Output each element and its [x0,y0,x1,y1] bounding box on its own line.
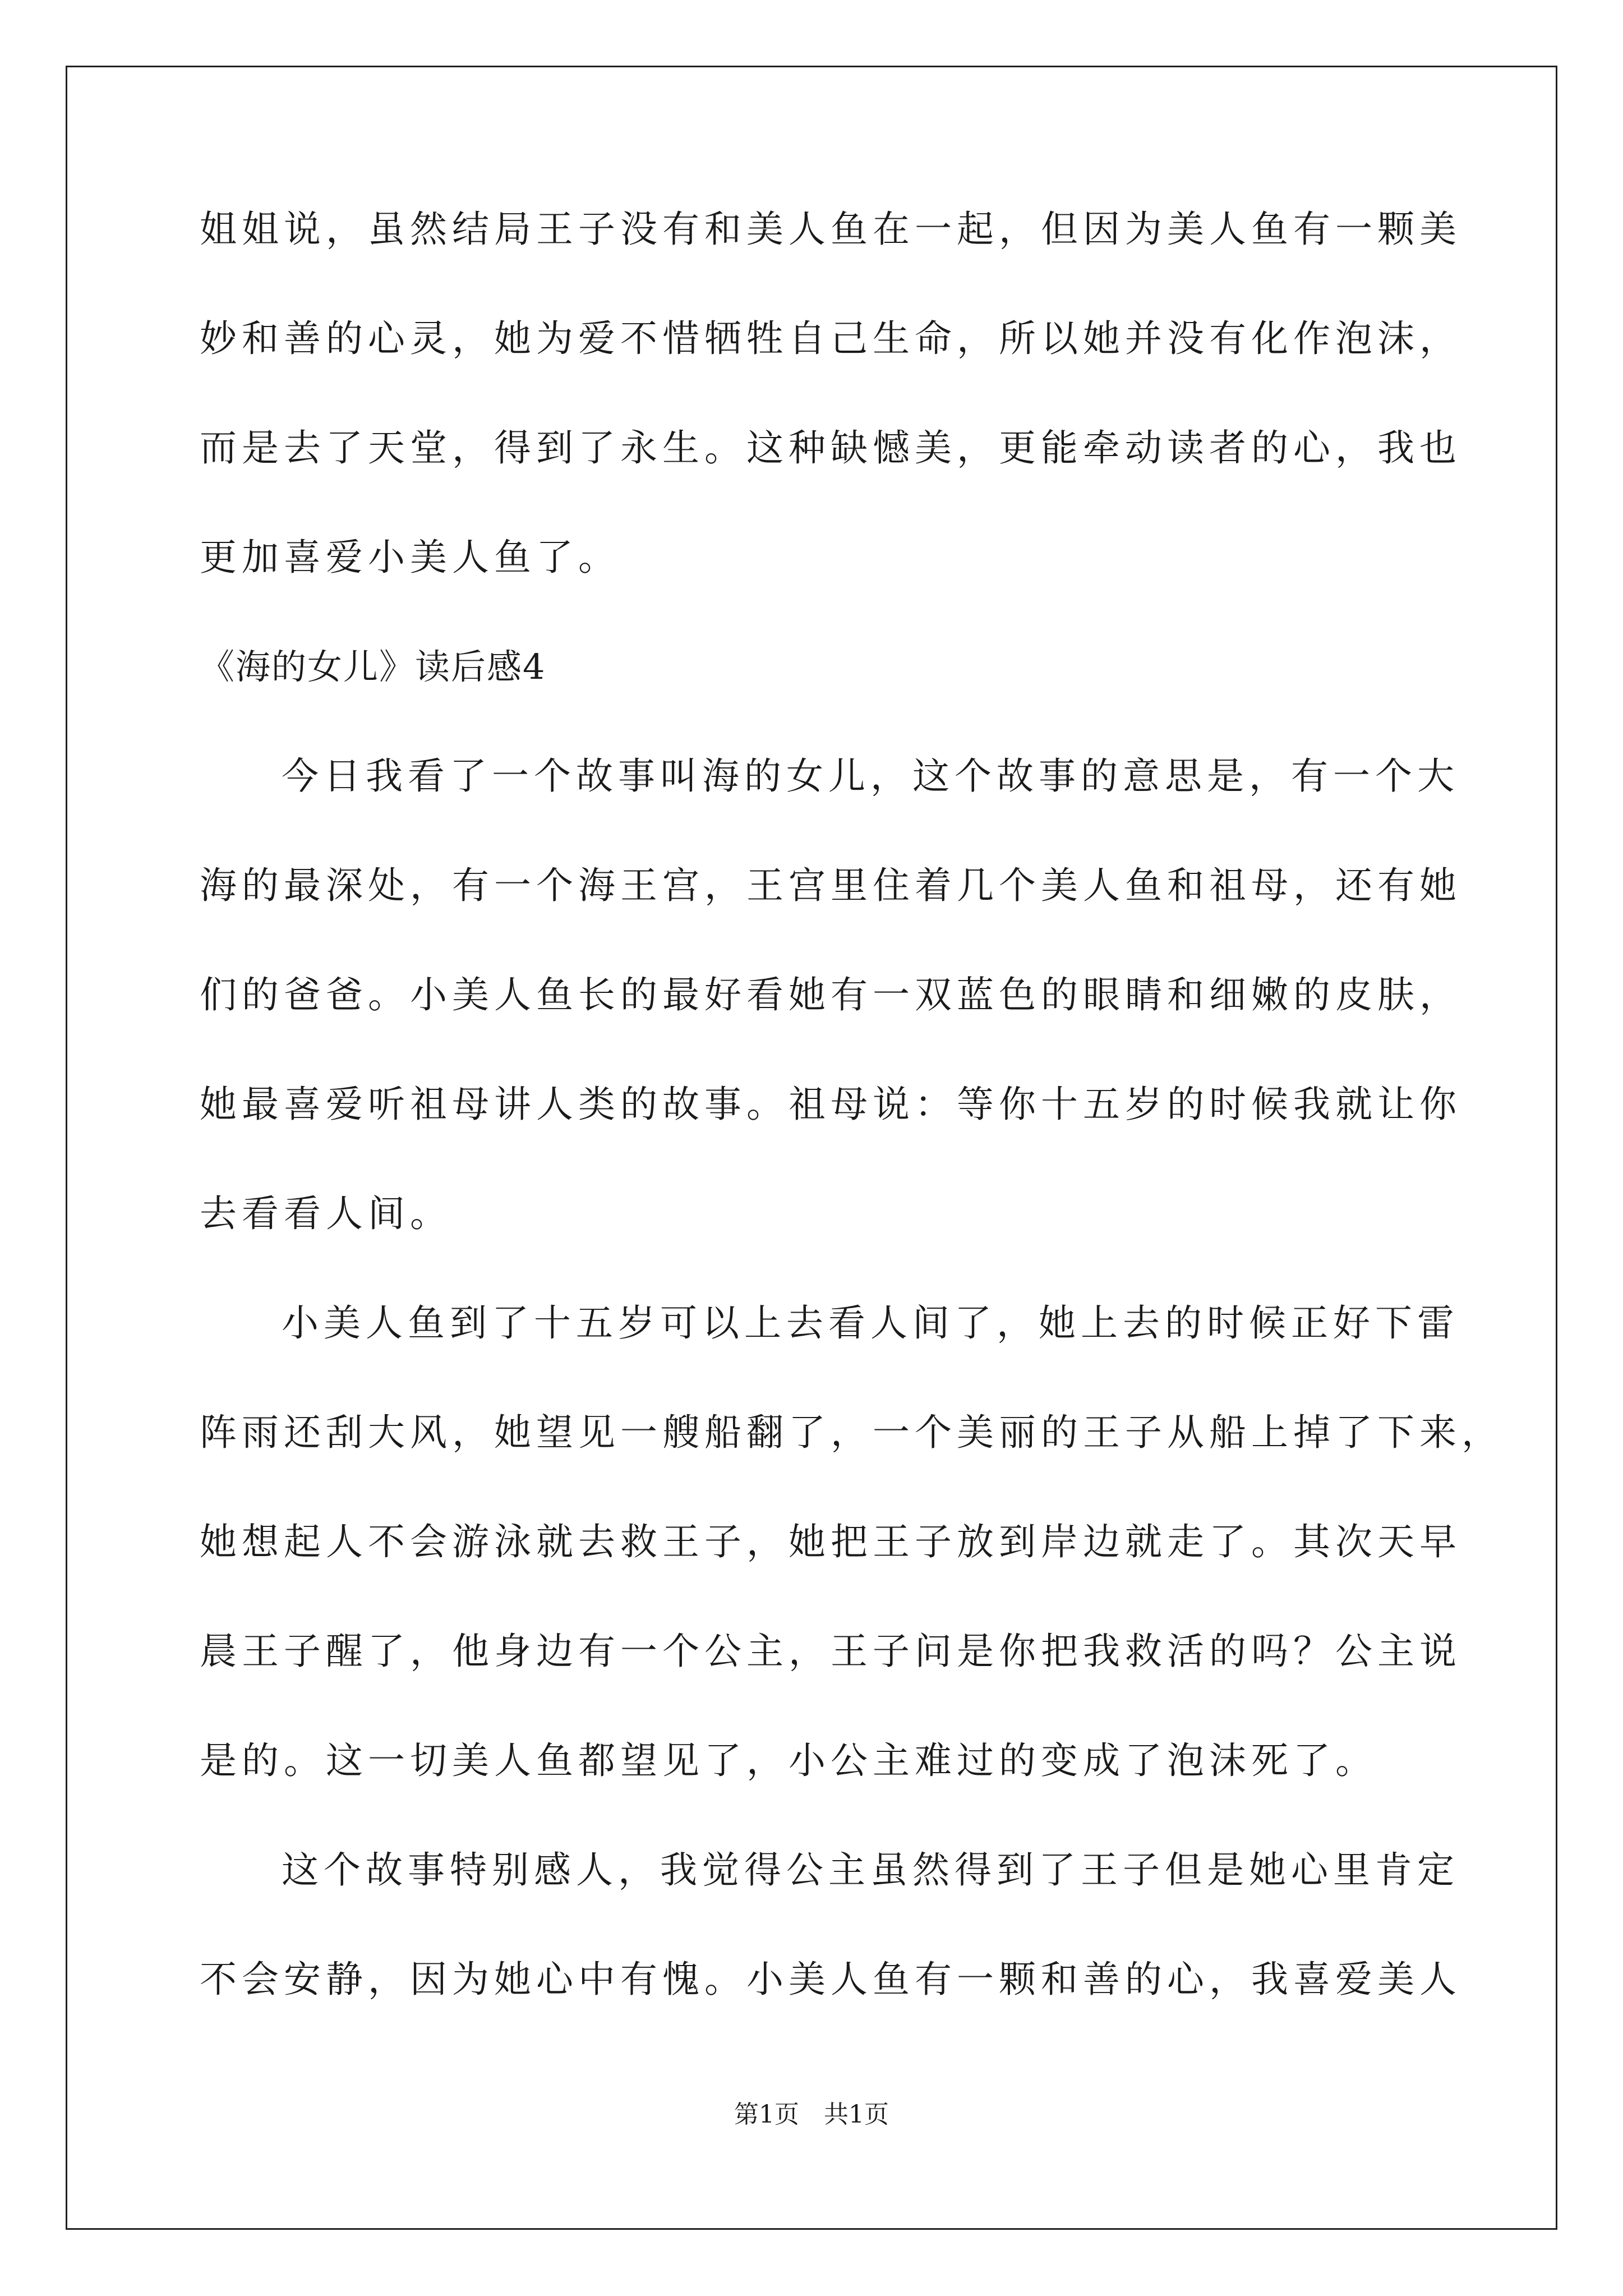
text-line: 这个故事特别感人，我觉得公主虽然得到了王子但是她心里肯定 [282,1848,1459,1892]
text-line: 今日我看了一个故事叫海的女儿，这个故事的意思是，有一个大 [282,754,1459,798]
text-line: 而是去了天堂，得到了永生。这种缺憾美，更能牵动读者的心，我也 [200,426,1461,470]
text-line: 更加喜爱小美人鱼了。 [200,536,620,579]
paragraph [200,202,1461,585]
text-line: 是的。这一切美人鱼都望见了，小公主难过的变成了泡沫死了。 [200,1739,1377,1782]
text-line: 小美人鱼到了十五岁可以上去看人间了，她上去的时候正好下雷 [282,1301,1459,1345]
text-line: 们的爸爸。小美人鱼长的最好看她有一双蓝色的眼睛和细嫩的皮肤， [200,973,1461,1016]
paragraph [200,1843,1461,2007]
text-line: 晨王子醒了，他身边有一个公主，王子问是你把我救活的吗？公主说 [200,1630,1461,1673]
text-line: 去看看人间。 [200,1192,452,1235]
text-line: 她想起人不会游泳就去救王子，她把王子放到岸边就走了。其次天早 [200,1520,1461,1563]
text-line: 阵雨还刮大风，她望见一艘船翻了，一个美丽的王子从船上掉了下来， [200,1411,1504,1454]
text-line: 姐姐说，虽然结局王子没有和美人鱼在一起，但因为美人鱼有一颗美 [200,208,1461,251]
document-body [200,202,1504,2062]
page-footer: 第1页 共1页 [734,2100,889,2129]
paragraph [200,1296,1504,1788]
text-line: 她最喜爱听祖母讲人类的故事。祖母说：等你十五岁的时候我就让你 [200,1083,1461,1126]
text-line: 海的最深处，有一个海王宫，王宫里住着几个美人鱼和祖母，还有她 [200,864,1461,907]
text-line: 不会安静，因为她心中有愧。小美人鱼有一颗和善的心，我喜爱美人 [200,1958,1461,2001]
paragraph [200,749,1461,1241]
text-line: 妙和善的心灵，她为爱不惜牺牲自己生命，所以她并没有化作泡沫， [200,317,1461,360]
section-heading: 《海的女儿》读后感4 [200,646,546,687]
